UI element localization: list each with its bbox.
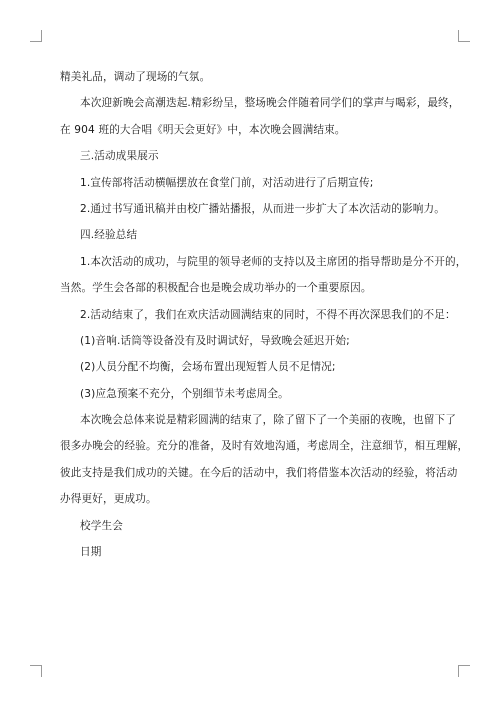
text-line: 精美礼品，调动了现场的气氛。 [60,71,211,83]
text-line: (1)音响.话筒等设备没有及时调试好，导致晚会延迟开始; [80,334,350,347]
text-line: 很多办晚会的经验。充分的准备，及时有效地沟通，考虑周全，注意细节，相互理解， [60,440,469,453]
crop-mark-top-left [30,30,42,42]
text-line: 彼此支持是我们成功的关键。在今后的活动中，我们将借鉴本次活动的经验，将活动 [60,466,458,479]
document-body [60,64,469,565]
text-line: 2.通过书写通讯稿并由校广播站播报，从而进一步扩大了本次活动的影响力。 [80,202,445,215]
text-line: 办得更好，更成功。 [60,493,157,506]
text-line: 1.本次活动的成功，与院里的领导老师的支持以及主席团的指导帮助是分不开的， [80,255,467,268]
signature-date: 日期 [80,546,102,559]
section-heading: 四.经验总结 [80,229,138,242]
text-line: 当然。学生会各部的积极配合也是晚会成功举办的一个重要原因。 [60,282,372,295]
text-line: (2)人员分配不均衡，会场布置出现短暂人员不足情况; [80,361,336,374]
text-line: 在 904 班的大合唱《明天会更好》中，本次晚会圆满结束。 [60,123,346,136]
section-heading: 三.活动成果展示 [80,150,159,163]
signature-org: 校学生会 [80,519,123,532]
crop-mark-bottom-right [458,665,470,677]
text-line: 2.活动结束了，我们在欢庆活动圆满结束的同时，不得不再次深思我们的不足： [80,308,456,321]
crop-mark-bottom-left [30,665,42,677]
text-line: (3)应急预案不充分，个别细节未考虑周全。 [80,387,289,400]
text-line: 本次迎新晚会高潮迭起.精彩纷呈，整场晚会伴随着同学们的掌声与喝彩，最终， [80,97,460,110]
text-line: 本次晚会总体来说是精彩圆满的结束了，除了留下了一个美丽的夜晚，也留下了 [80,414,457,427]
text-line: 1.宣传部将活动横幅摆放在食堂门前，对活动进行了后期宣传; [80,176,374,189]
crop-mark-top-right [458,30,470,42]
